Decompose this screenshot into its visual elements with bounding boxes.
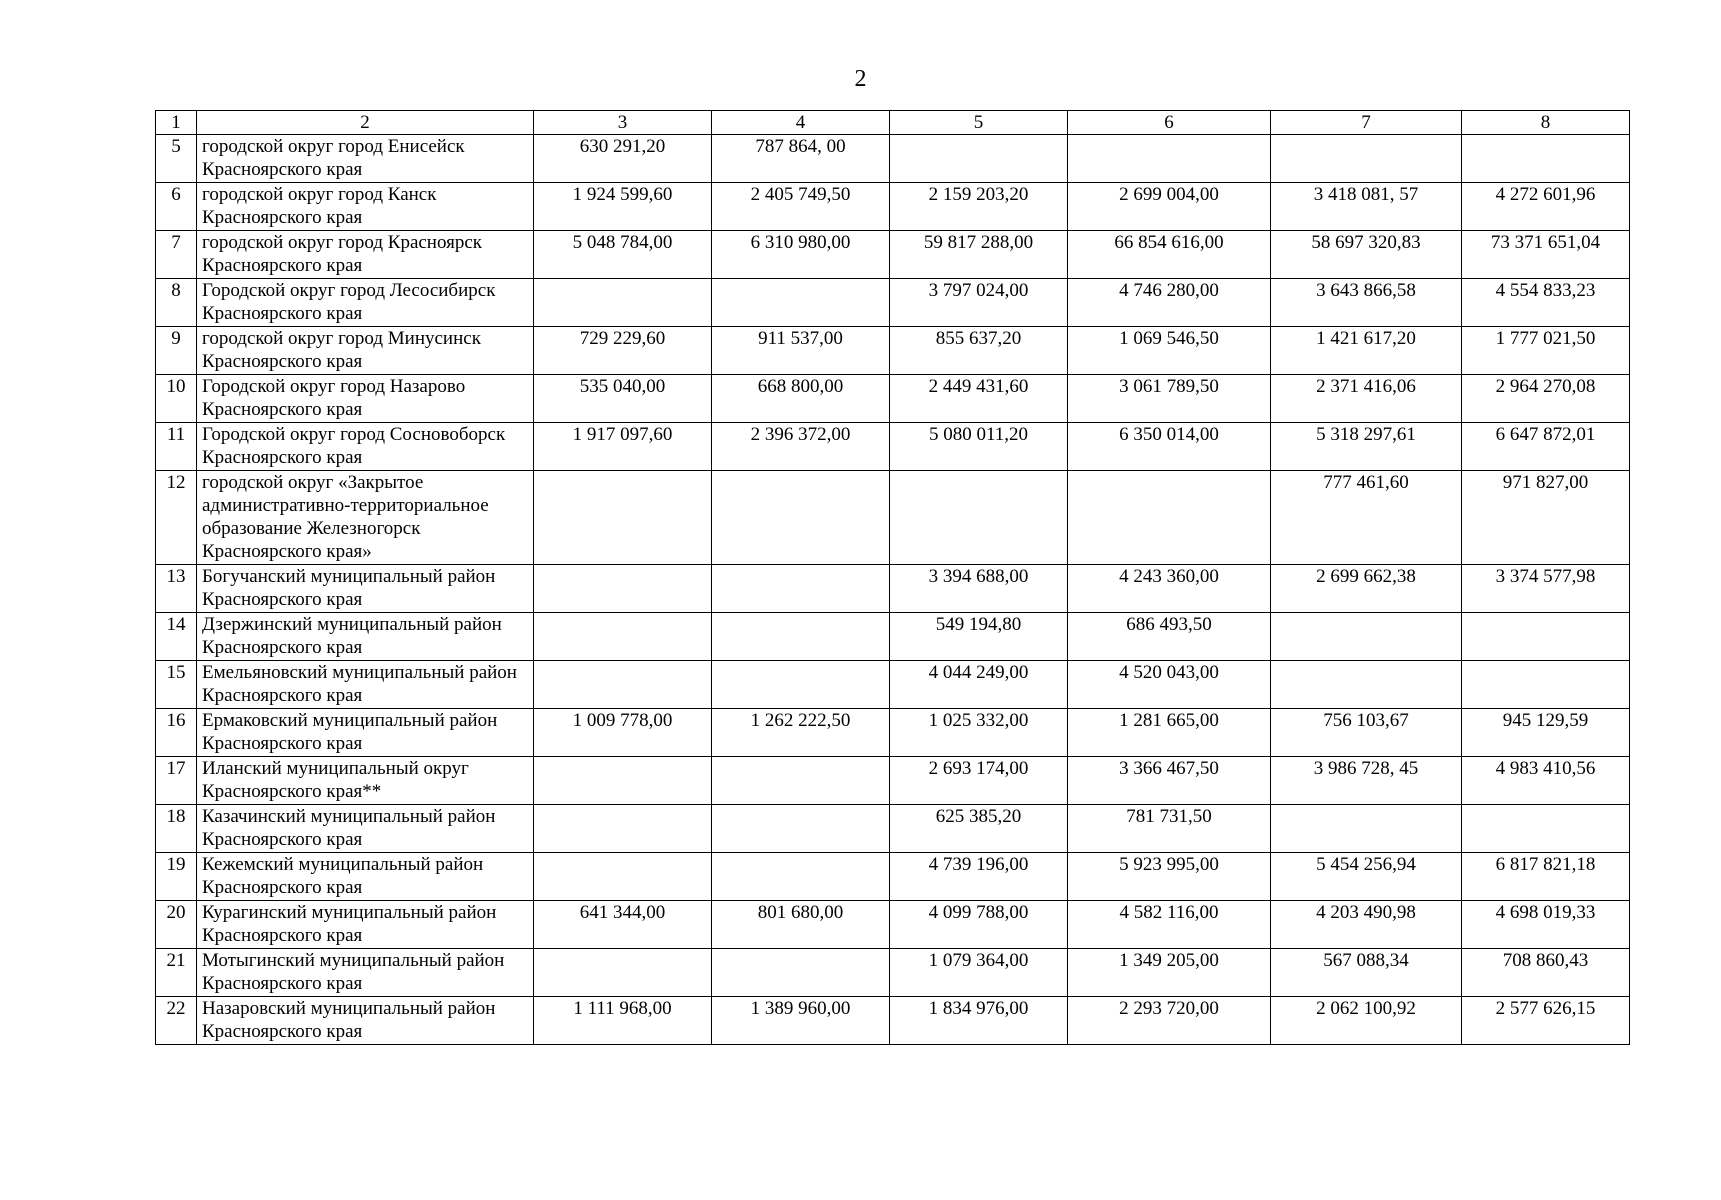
value-cell: 2 699 004,00 [1068, 183, 1271, 231]
header-row [156, 111, 1630, 135]
value-cell [712, 471, 890, 565]
row-number-cell: 11 [156, 423, 197, 471]
value-cell [534, 279, 712, 327]
value-cell: 2 405 749,50 [712, 183, 890, 231]
value-cell: 549 194,80 [890, 613, 1068, 661]
value-cell [534, 661, 712, 709]
value-cell: 4 554 833,23 [1462, 279, 1630, 327]
table-row [156, 661, 1630, 709]
table-row [156, 327, 1630, 375]
table-row [156, 231, 1630, 279]
value-cell: 59 817 288,00 [890, 231, 1068, 279]
value-cell [1462, 135, 1630, 183]
municipality-name-cell: Иланский муниципальный округ Красноярского края** [197, 757, 534, 805]
value-cell: 1 281 665,00 [1068, 709, 1271, 757]
value-cell: 777 461,60 [1271, 471, 1462, 565]
table-row [156, 613, 1630, 661]
table-row [156, 423, 1630, 471]
value-cell: 2 693 174,00 [890, 757, 1068, 805]
municipality-name-cell: Кежемский муниципальный район Красноярского края [197, 853, 534, 901]
row-number-cell: 7 [156, 231, 197, 279]
municipality-name-cell: городской округ «Закрытое административно-территориальное образование Железногорск Красноярского края» [197, 471, 534, 565]
value-cell: 1 262 222,50 [712, 709, 890, 757]
value-cell [1271, 661, 1462, 709]
municipality-name-cell: Емельяновский муниципальный район Красноярского края [197, 661, 534, 709]
value-cell: 2 293 720,00 [1068, 997, 1271, 1045]
table-row [156, 565, 1630, 613]
value-cell [534, 757, 712, 805]
value-cell: 729 229,60 [534, 327, 712, 375]
header-cell: 8 [1462, 111, 1630, 135]
value-cell: 1 917 097,60 [534, 423, 712, 471]
row-number-cell: 22 [156, 997, 197, 1045]
value-cell [712, 565, 890, 613]
value-cell [1271, 613, 1462, 661]
table-row [156, 901, 1630, 949]
value-cell: 4 983 410,56 [1462, 757, 1630, 805]
value-cell: 5 318 297,61 [1271, 423, 1462, 471]
value-cell: 971 827,00 [1462, 471, 1630, 565]
value-cell: 1 025 332,00 [890, 709, 1068, 757]
value-cell: 6 310 980,00 [712, 231, 890, 279]
value-cell [712, 805, 890, 853]
municipality-name-cell: Ермаковский муниципальный район Красноярского края [197, 709, 534, 757]
value-cell: 1 389 960,00 [712, 997, 890, 1045]
value-cell: 756 103,67 [1271, 709, 1462, 757]
value-cell [1068, 135, 1271, 183]
value-cell: 781 731,50 [1068, 805, 1271, 853]
value-cell: 2 699 662,38 [1271, 565, 1462, 613]
value-cell: 1 349 205,00 [1068, 949, 1271, 997]
row-number-cell: 10 [156, 375, 197, 423]
value-cell: 3 797 024,00 [890, 279, 1068, 327]
municipality-name-cell: городской округ город Красноярск Красноярского края [197, 231, 534, 279]
row-number-cell: 16 [156, 709, 197, 757]
table-row [156, 757, 1630, 805]
header-cell: 1 [156, 111, 197, 135]
value-cell: 1 777 021,50 [1462, 327, 1630, 375]
value-cell: 3 394 688,00 [890, 565, 1068, 613]
value-cell: 1 834 976,00 [890, 997, 1068, 1045]
value-cell: 4 044 249,00 [890, 661, 1068, 709]
value-cell: 5 048 784,00 [534, 231, 712, 279]
value-cell [1462, 661, 1630, 709]
value-cell [534, 565, 712, 613]
value-cell: 4 272 601,96 [1462, 183, 1630, 231]
value-cell [712, 853, 890, 901]
value-cell [712, 279, 890, 327]
value-cell: 787 864, 00 [712, 135, 890, 183]
value-cell: 3 374 577,98 [1462, 565, 1630, 613]
header-cell: 3 [534, 111, 712, 135]
row-number-cell: 15 [156, 661, 197, 709]
value-cell: 911 537,00 [712, 327, 890, 375]
table-body [156, 111, 1630, 1045]
header-cell: 7 [1271, 111, 1462, 135]
municipality-name-cell: Городской округ город Сосновоборск Красноярского края [197, 423, 534, 471]
row-number-cell: 14 [156, 613, 197, 661]
municipality-name-cell: городской округ город Енисейск Красноярского края [197, 135, 534, 183]
table-row [156, 805, 1630, 853]
value-cell [1271, 805, 1462, 853]
value-cell [1271, 135, 1462, 183]
table-row [156, 853, 1630, 901]
value-cell: 625 385,20 [890, 805, 1068, 853]
table-row [156, 183, 1630, 231]
row-number-cell: 17 [156, 757, 197, 805]
value-cell: 1 009 778,00 [534, 709, 712, 757]
value-cell: 2 964 270,08 [1462, 375, 1630, 423]
table-row [156, 375, 1630, 423]
value-cell [712, 757, 890, 805]
row-number-cell: 21 [156, 949, 197, 997]
value-cell: 2 062 100,92 [1271, 997, 1462, 1045]
municipality-name-cell: Дзержинский муниципальный район Красноярского края [197, 613, 534, 661]
value-cell: 1 079 364,00 [890, 949, 1068, 997]
value-cell [534, 853, 712, 901]
value-cell: 641 344,00 [534, 901, 712, 949]
value-cell [712, 613, 890, 661]
municipality-name-cell: Городской округ город Назарово Красноярского края [197, 375, 534, 423]
value-cell: 3 418 081, 57 [1271, 183, 1462, 231]
value-cell: 58 697 320,83 [1271, 231, 1462, 279]
row-number-cell: 19 [156, 853, 197, 901]
table-row [156, 997, 1630, 1045]
value-cell: 535 040,00 [534, 375, 712, 423]
value-cell: 4 203 490,98 [1271, 901, 1462, 949]
value-cell: 2 577 626,15 [1462, 997, 1630, 1045]
value-cell: 66 854 616,00 [1068, 231, 1271, 279]
value-cell [712, 949, 890, 997]
value-cell: 4 739 196,00 [890, 853, 1068, 901]
value-cell: 3 986 728, 45 [1271, 757, 1462, 805]
row-number-cell: 5 [156, 135, 197, 183]
value-cell: 4 099 788,00 [890, 901, 1068, 949]
value-cell: 2 159 203,20 [890, 183, 1068, 231]
value-cell: 5 923 995,00 [1068, 853, 1271, 901]
value-cell [534, 613, 712, 661]
value-cell: 73 371 651,04 [1462, 231, 1630, 279]
value-cell [534, 949, 712, 997]
table-row [156, 709, 1630, 757]
value-cell [1462, 805, 1630, 853]
value-cell: 6 350 014,00 [1068, 423, 1271, 471]
value-cell: 2 449 431,60 [890, 375, 1068, 423]
value-cell [890, 471, 1068, 565]
value-cell: 1 924 599,60 [534, 183, 712, 231]
header-cell: 6 [1068, 111, 1271, 135]
value-cell: 801 680,00 [712, 901, 890, 949]
header-cell: 5 [890, 111, 1068, 135]
value-cell: 5 454 256,94 [1271, 853, 1462, 901]
municipality-name-cell: городской округ город Канск Красноярского края [197, 183, 534, 231]
value-cell: 668 800,00 [712, 375, 890, 423]
value-cell: 1 069 546,50 [1068, 327, 1271, 375]
value-cell: 5 080 011,20 [890, 423, 1068, 471]
value-cell: 4 746 280,00 [1068, 279, 1271, 327]
row-number-cell: 9 [156, 327, 197, 375]
header-cell: 4 [712, 111, 890, 135]
value-cell [712, 661, 890, 709]
municipality-name-cell: Городской округ город Лесосибирск Красноярского края [197, 279, 534, 327]
row-number-cell: 13 [156, 565, 197, 613]
value-cell: 945 129,59 [1462, 709, 1630, 757]
table-row [156, 949, 1630, 997]
row-number-cell: 20 [156, 901, 197, 949]
value-cell: 686 493,50 [1068, 613, 1271, 661]
row-number-cell: 12 [156, 471, 197, 565]
municipality-name-cell: Курагинский муниципальный район Красноярского края [197, 901, 534, 949]
table-row [156, 135, 1630, 183]
row-number-cell: 18 [156, 805, 197, 853]
value-cell: 6 647 872,01 [1462, 423, 1630, 471]
value-cell: 708 860,43 [1462, 949, 1630, 997]
value-cell: 855 637,20 [890, 327, 1068, 375]
value-cell: 4 520 043,00 [1068, 661, 1271, 709]
value-cell [534, 471, 712, 565]
value-cell: 2 396 372,00 [712, 423, 890, 471]
municipality-name-cell: Казачинский муниципальный район Красноярского края [197, 805, 534, 853]
table-row [156, 279, 1630, 327]
value-cell: 6 817 821,18 [1462, 853, 1630, 901]
value-cell: 1 421 617,20 [1271, 327, 1462, 375]
value-cell: 2 371 416,06 [1271, 375, 1462, 423]
municipality-name-cell: городской округ город Минусинск Красноярского края [197, 327, 534, 375]
municipality-name-cell: Мотыгинский муниципальный район Красноярского края [197, 949, 534, 997]
value-cell [534, 805, 712, 853]
value-cell: 3 366 467,50 [1068, 757, 1271, 805]
row-number-cell: 8 [156, 279, 197, 327]
value-cell [1462, 613, 1630, 661]
row-number-cell: 6 [156, 183, 197, 231]
value-cell [890, 135, 1068, 183]
value-cell: 567 088,34 [1271, 949, 1462, 997]
value-cell: 4 243 360,00 [1068, 565, 1271, 613]
budget-table [155, 110, 1630, 1045]
municipality-name-cell: Назаровский муниципальный район Красноярского края [197, 997, 534, 1045]
value-cell: 1 111 968,00 [534, 997, 712, 1045]
value-cell: 4 698 019,33 [1462, 901, 1630, 949]
value-cell: 630 291,20 [534, 135, 712, 183]
value-cell: 4 582 116,00 [1068, 901, 1271, 949]
value-cell: 3 643 866,58 [1271, 279, 1462, 327]
page-number: 2 [854, 66, 867, 92]
municipality-name-cell: Богучанский муниципальный район Красноярского края [197, 565, 534, 613]
value-cell [1068, 471, 1271, 565]
value-cell: 3 061 789,50 [1068, 375, 1271, 423]
table-row [156, 471, 1630, 565]
header-cell: 2 [197, 111, 534, 135]
